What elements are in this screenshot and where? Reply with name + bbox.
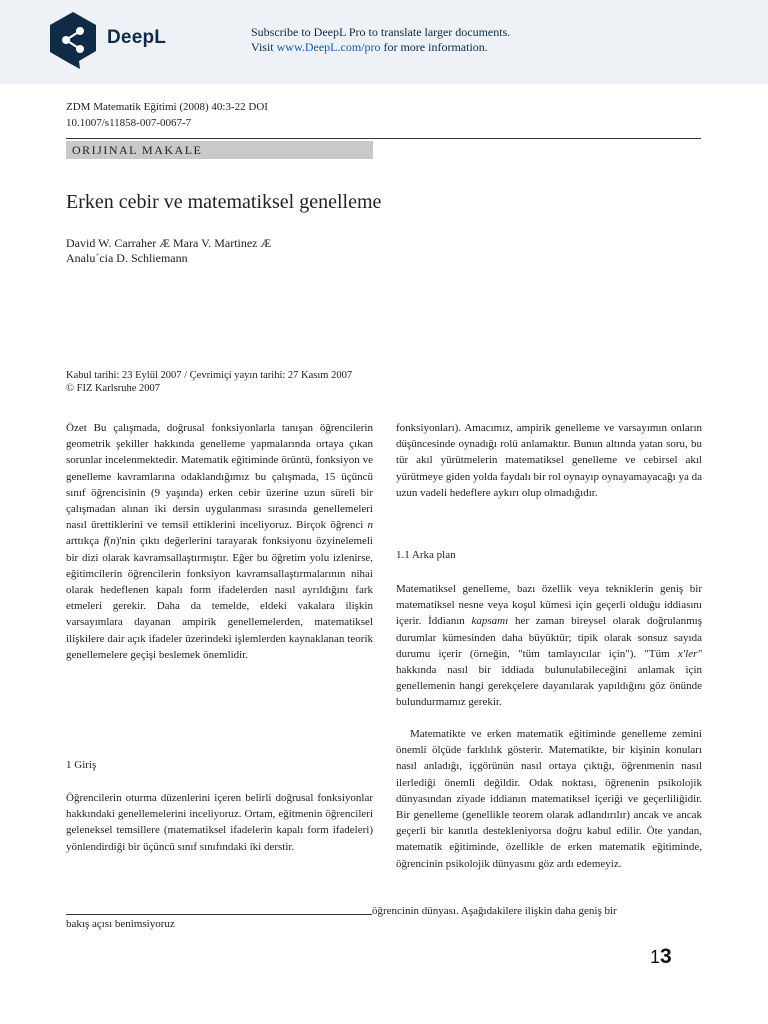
footnote-line-2: bakış açısı benimsiyoruz (66, 918, 175, 930)
received-dates: Kabul tarihi: 23 Eylül 2007 / Çevrimiçi yayın tarihi: 27 Kasım 2007 (66, 370, 353, 381)
background-em-kapsami: kapsamı (471, 615, 509, 628)
background-text-b: her zaman bireysel olarak doğrulanmış durumlar kümesinden daha büyüktür; tipik olarak sonsuz sayıda durumu içerir (örneğin, "tüm tamlayıcılar için"). "Tüm (396, 615, 702, 660)
background-em-xler: x'ler" (677, 647, 702, 660)
abstract-text-mid: arttıkça (66, 535, 104, 548)
springer-three: 3 (660, 945, 671, 968)
abstract-text-2: )'nin çıktı değerlerini tarayarak fonksiyonu özyinelemeli bir dizi olarak kavramsallaştırmıştır. Eğer bu öğretim yolu izlenirse, eğitimcilerin öğrencilerin fonksiyon kavramsallaştırmalarının nihai olarak hedeflenen kapalı form ifadelerden nasıl ayrıldığını fark etmeleri gerekir. Daha da temelde, eldeki vakalara ilişkin varsayımlara dayanan ampirik genellemelerden, matematiksel ilişkilere dair açık ifadeler üzerindeki işlemlerden kaynaklanan teorik genellemelere geçişi beslemek önemlidir. (66, 535, 373, 661)
authors-line-2: Analu´cia D. Schliemann (66, 251, 188, 265)
deepl-banner (0, 0, 768, 84)
deepl-logo-icon[interactable] (47, 10, 99, 70)
subsection-heading-background: 1.1 Arka plan (396, 549, 456, 561)
right-paragraph-3: Matematikte ve erken matematik eğitiminde genelleme zemini önemli ölçüde farklılık gösterir. Matematikte, bir kişinin konuları nasıl anladığı, içgörünün nasıl ortaya çıktığı, öğrenmenin nasıl ilerlediği önemli değildir. Odak noktası, öğrenenin psikolojik dünyasından ziyade iddianın matematiksel içeriği ve geçerliliğidir. Bir genelleme (genellikle teorem olarak adlandırılır) ancak ve ancak geçerli bir kanıtla destekleniyorsa doğru kabul edilir. Öte yandan, matematik eğitiminde, özellikle de erken matematik eğitiminde, öğrencinin psikolojik dünyasını göz ardı edemeyiz. (396, 728, 702, 870)
right-paragraph-2 (396, 581, 702, 711)
abstract-var-n: n (367, 519, 373, 532)
footnote-rule (66, 914, 372, 915)
background-text-c: hakkında nasıl bir iddiada bulunulabileceğini anlamak için genellemenin hangi gerekçelere dayanılarak yapıldığını göz önünde bulundurmamız gerekir. (396, 664, 702, 709)
abstract-paren: ( (106, 535, 111, 548)
header-rule (66, 138, 701, 139)
springer-one: 1 (650, 947, 661, 967)
article-title: Erken cebir ve matematiksel genelleme (66, 191, 382, 213)
doi: 10.1007/s11858-007-0067-7 (66, 117, 192, 129)
section-heading-giris: 1 Giriş (66, 759, 97, 771)
abstract-var-n2: n (110, 535, 116, 548)
abstract-text-1: Özet Bu çalışmada, doğrusal fonksiyonlarla tanışan öğrencilerin geometrik şekiller hakkında genelleme yapmalarında ortaya çıkan sorunlar incelenmektedir. Matematik eğitiminde örüntü, fonksiyon ve genelleme kavramlarına odaklandığımız bu çalışmada, 15 üçüncü sınıf öğrencisinin (9 yaşında) erken cebir üzerine uzun süreli bir çalışmadan alınan iki dersin uygulanması sırasında genellemeleri nasıl ürettiklerini ve temsil ettiklerini inceliyoruz. Birçok öğrenci (66, 422, 373, 532)
visit-text (251, 40, 488, 55)
copyright: © FIZ Karlsruhe 2007 (66, 383, 161, 394)
deepl-pro-link[interactable]: www.DeepL.com/pro (276, 40, 381, 54)
abstract-var-f: f (103, 535, 107, 548)
background-text-a: Matematiksel genelleme, bazı özellik veya tekniklerin geniş bir matematiksel nesne veya koşul kümesi için geçerli olduğu iddiasını içerir. İddianın (396, 583, 702, 628)
intro-paragraph: Öğrencilerin oturma düzenlerini içeren belirli doğrusal fonksiyonlar hakkındaki genellemelerini inceliyoruz. Ortam, eğitmenin öğrencileri geleneksel temsillere (matematiksel ifadelerin kapalı form ifadeleri) yönlendirdiği bir üçüncü sınıf sınıfındaki iki derstir. (66, 792, 373, 853)
right-paragraph-1: fonksiyonları). Amacımız, ampirik genelleme ve varsayımın onların düşüncesinde oynadığı rolü anlamaktır. Bunun altında yatan soru, bu tür akıl yürütmelerin matematiksel genelleme ve cebirsel akıl yürütmeye giden yolda faydalı bir rol oynayıp oynayamayacağı ya da uzun vadeli hedeflere aykırı olup olmadığıdır. (396, 422, 702, 499)
section-label: ORIJINAL MAKALE (72, 143, 203, 157)
visit-suffix: for more information. (380, 40, 488, 54)
authors-line-1: David W. Carraher Æ Mara V. Martinez Æ (66, 236, 272, 250)
subscribe-text: Subscribe to DeepL Pro to translate larger documents. (251, 25, 511, 39)
visit-prefix: Visit (251, 40, 277, 54)
section-bar (66, 141, 373, 159)
abstract (66, 420, 373, 663)
footnote-line-1: öğrencinin dünyası. Aşağıdakilere ilişkin daha geniş bir (372, 905, 617, 917)
deepl-logo-text[interactable]: DeepL (107, 27, 167, 48)
springer-logo (650, 945, 671, 969)
journal-citation: ZDM Matematik Eğitimi (2008) 40:3-22 DOI (66, 101, 268, 113)
